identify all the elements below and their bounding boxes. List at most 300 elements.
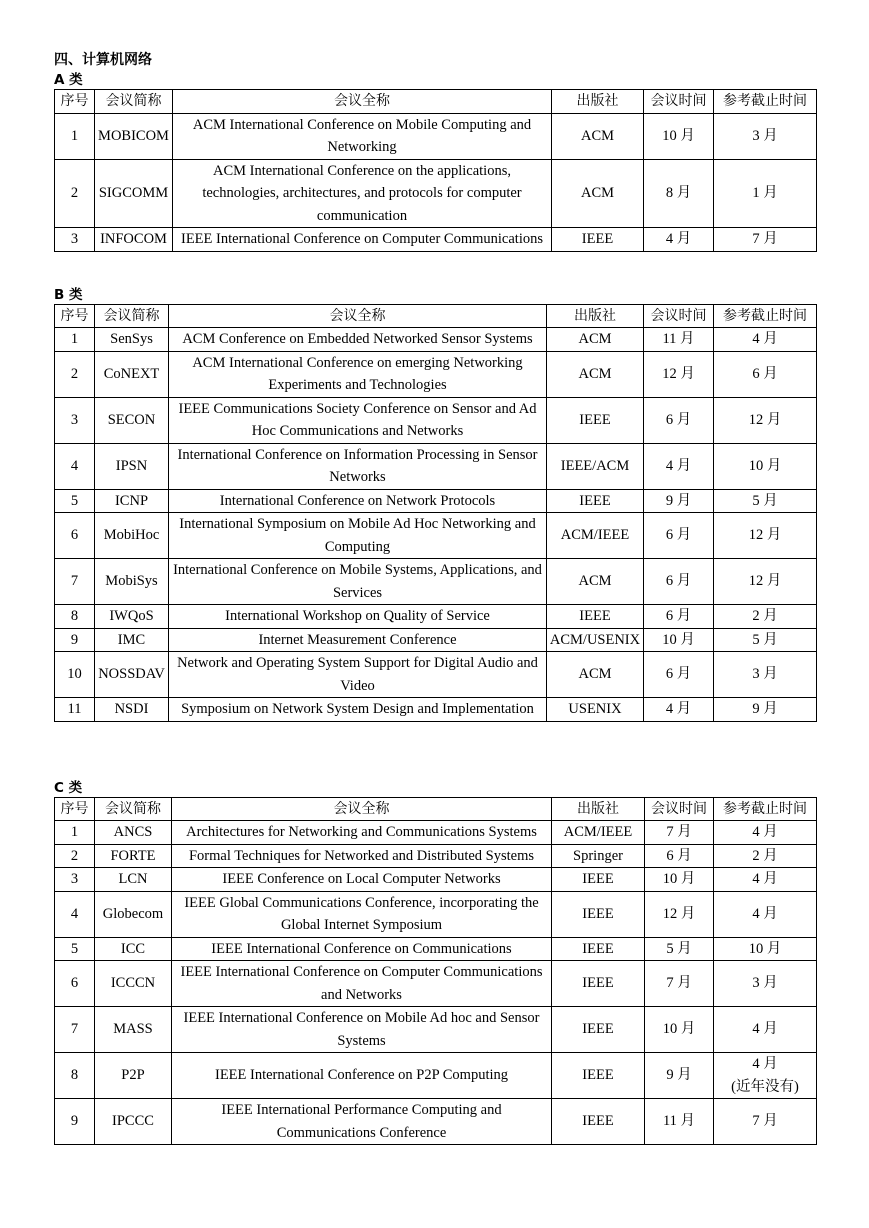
cell-deadline-text: 7 月 [752,231,778,247]
cell-time [644,228,714,252]
deadline-note: (近年没有) [731,1078,799,1095]
cell-time [644,397,714,443]
table-row [55,443,817,489]
cell-time [644,698,714,722]
cell-name [172,844,552,868]
cell-name [169,328,547,352]
cell-no [55,328,95,352]
table-row [55,397,817,443]
cell-name-text: IEEE International Conference on Communications [211,940,512,957]
cell-no [55,868,95,892]
cell-no [55,443,95,489]
cell-deadline-text: 12 月 [748,527,782,544]
table-header-row [55,90,817,114]
cell-name [172,1007,552,1053]
cell-time [645,961,714,1007]
cell-time-text: 9 月 [665,492,692,509]
table-row [55,328,817,352]
cell-no-text: 4 [70,905,79,922]
cell-time [645,1053,714,1099]
table-row [55,513,817,559]
cell-abbr-text: CoNEXT [103,365,160,382]
cell-no [55,559,95,605]
cell-time-text: 10 月 [662,1021,696,1038]
cell-time [644,652,714,698]
cell-no [55,937,95,961]
cell-time [645,1007,714,1053]
cell-deadline-text: 2 月 [752,847,778,864]
header-name: 会议全称 [173,90,552,114]
document-page [54,50,816,1145]
table-row [55,351,817,397]
cell-name [169,513,547,559]
category-c-title: C 类 [54,779,83,796]
cell-deadline [714,868,817,892]
table-row [55,113,817,159]
cell-abbr-text: NSDI [114,701,149,717]
table-row [55,891,817,937]
header-time: 会议时间 [644,90,714,114]
cell-no-text: 7 [70,573,79,590]
cell-abbr [95,821,172,845]
cell-abbr-text: IWQoS [109,608,154,624]
cell-name-text: IEEE Global Communications Conference, incorporating the Global Internet Symposium [184,894,539,933]
cell-name [173,159,552,228]
cell-abbr-text: IPSN [115,457,148,474]
table-header-row [55,304,817,328]
cell-name [169,443,547,489]
header-name: 会议全称 [172,797,552,821]
cell-deadline-text: 4 月 [752,905,778,922]
cell-abbr-text: ICNP [114,492,149,509]
cell-no-text: 9 [70,631,79,648]
cell-name-text: IEEE International Conference on Computer Communications and Networks [180,964,543,1003]
cell-time [645,868,714,892]
cell-name-text: International Workshop on Quality of Service [225,608,490,624]
cell-publisher [552,159,644,228]
table-row [55,698,817,722]
cell-no-text: 3 [70,231,79,247]
cell-publisher [552,1099,645,1145]
cell-name-text: IEEE International Conference on Mobile Ad hoc and Sensor Systems [183,1010,540,1049]
table-row [55,605,817,629]
table-row [55,652,817,698]
cell-no [55,605,95,629]
cell-time-text: 10 月 [662,127,695,144]
table-row [55,159,817,228]
cell-time-text: 10 月 [662,631,695,648]
cell-publisher-text: IEEE/ACM [560,457,630,474]
cell-publisher-text: ACM [578,573,612,590]
cell-no-text: 2 [70,847,79,864]
cell-deadline-text: 12 月 [748,573,782,590]
cell-abbr [95,513,169,559]
cell-abbr-text: NOSSDAV [98,666,165,683]
cell-abbr [95,559,169,605]
cell-abbr [95,844,172,868]
cell-abbr-text: SECON [107,411,156,428]
section-title: 四、计算机网络 [54,52,152,68]
cell-deadline [714,1053,817,1099]
cell-name [172,891,552,937]
cell-abbr-text: INFOCOM [100,231,167,247]
cell-no-text: 5 [70,492,79,509]
conference-table-b [54,304,817,722]
cell-deadline [714,228,817,252]
cell-name [173,228,552,252]
cell-no-text: 11 [67,701,82,717]
cell-abbr [95,159,173,228]
header-publisher: 出版社 [547,304,644,328]
cell-no [55,628,95,652]
cell-name [169,489,547,513]
cell-abbr-text: Globecom [102,905,164,922]
cell-deadline-text: 3 月 [752,666,778,683]
cell-publisher [552,937,645,961]
cell-deadline [714,605,817,629]
cell-name-text: Architectures for Networking and Communications Systems [186,824,537,840]
category-a-title: A 类 [54,72,83,88]
cell-publisher-text: ACM [578,331,612,347]
table-row [55,961,817,1007]
cell-publisher-text: ACM [578,365,612,382]
cell-time [645,891,714,937]
table-header-row [55,797,817,821]
cell-publisher [547,443,644,489]
cell-name [169,351,547,397]
cell-abbr-text: LCN [118,871,148,887]
conference-table-c [54,797,817,1146]
cell-abbr-text: MobiHoc [103,527,160,544]
cell-publisher [552,1053,645,1099]
header-deadline: 参考截止时间 [714,90,817,114]
cell-deadline [714,159,817,228]
cell-publisher-text: IEEE [582,1021,614,1038]
cell-name-text: International Conference on Mobile Systems, Applications, and Services [173,562,542,601]
cell-time [644,513,714,559]
cell-name-text: Internet Measurement Conference [258,631,457,648]
cell-abbr [95,328,169,352]
cell-deadline [714,652,817,698]
cell-no [55,351,95,397]
cell-time-text: 5 月 [666,940,692,957]
cell-abbr-text: IMC [117,631,146,648]
cell-deadline [714,443,817,489]
cell-time [644,605,714,629]
cell-abbr [95,1007,172,1053]
cell-name [172,868,552,892]
cell-deadline-text: 3 月 [752,975,778,992]
cell-publisher-text: ACM [578,666,612,683]
cell-deadline-text: 3 月 [752,127,778,144]
cell-abbr [95,652,169,698]
cell-publisher-text: ACM [580,127,615,144]
cell-deadline [714,698,817,722]
cell-name-text: IEEE International Performance Computing and Communications Conference [221,1102,502,1141]
cell-time-text: 11 月 [662,1113,696,1130]
cell-time-text: 6 月 [665,411,692,428]
cell-time [644,328,714,352]
cell-no [55,489,95,513]
cell-abbr-text: FORTE [110,847,156,864]
cell-time-text: 4 月 [665,457,692,474]
cell-deadline [714,328,817,352]
cell-name-text: International Symposium on Mobile Ad Hoc Networking and Computing [179,516,536,555]
cell-no [55,698,95,722]
cell-deadline [714,844,817,868]
cell-time-text: 6 月 [665,573,692,590]
cell-time [645,844,714,868]
cell-publisher [547,397,644,443]
cell-abbr-text: MASS [113,1021,153,1038]
cell-abbr [95,1099,172,1145]
cell-no-text: 3 [70,411,79,428]
cell-abbr [95,628,169,652]
cell-no-text: 6 [70,975,79,992]
cell-time-text: 12 月 [662,365,695,382]
cell-name-text: International Conference on Network Protocols [219,492,496,509]
header-name: 会议全称 [169,304,547,328]
cell-deadline-text: 2 月 [752,608,778,624]
cell-deadline [714,397,817,443]
category-b-title: B 类 [54,286,83,303]
cell-publisher [547,328,644,352]
cell-no [55,652,95,698]
cell-no-text: 1 [70,127,79,144]
cell-name [169,698,547,722]
cell-deadline [714,351,817,397]
cell-deadline [714,961,817,1007]
cell-time [644,559,714,605]
cell-no [55,961,95,1007]
cell-abbr [95,698,169,722]
cell-abbr [95,489,169,513]
cell-time-text: 6 月 [665,608,692,624]
cell-name [169,605,547,629]
cell-publisher [552,891,645,937]
cell-no [55,1007,95,1053]
cell-abbr [95,113,173,159]
table-row [55,559,817,605]
cell-publisher-text: IEEE [579,608,611,624]
cell-name-text: ACM International Conference on the applications, technologies, architectures, and protocols for computer communication [202,162,522,224]
cell-time-text: 6 月 [665,666,692,683]
table-row [55,1007,817,1053]
cell-name-text: International Conference on Information Processing in Sensor Networks [177,446,538,485]
cell-abbr-text: P2P [121,1067,145,1084]
cell-name [172,821,552,845]
cell-publisher [552,1007,645,1053]
cell-publisher-text: IEEE [581,231,614,247]
cell-time [644,628,714,652]
table-row [55,821,817,845]
cell-time [644,113,714,159]
header-no: 序号 [55,304,95,328]
cell-no-text: 3 [70,871,79,887]
cell-no-text: 2 [70,365,79,382]
cell-time-text: 11 月 [662,331,695,347]
cell-time [644,443,714,489]
header-publisher: 出版社 [552,797,645,821]
cell-publisher [547,489,644,513]
cell-no-text: 4 [70,457,79,474]
cell-name-text: ACM Conference on Embedded Networked Sensor Systems [182,331,533,347]
cell-no-text: 1 [70,331,79,347]
cell-no [55,513,95,559]
cell-name [169,397,547,443]
cell-no-text: 8 [70,1067,79,1084]
header-deadline: 参考截止时间 [714,304,817,328]
cell-no [55,397,95,443]
cell-publisher [552,868,645,892]
cell-publisher [547,698,644,722]
header-deadline: 参考截止时间 [714,797,817,821]
cell-abbr [95,961,172,1007]
cell-abbr [95,868,172,892]
cell-no [55,1099,95,1145]
cell-time-text: 4 月 [665,231,692,247]
cell-name [169,628,547,652]
cell-time-text: 6 月 [666,847,692,864]
cell-time-text: 4 月 [665,701,692,717]
cell-publisher-text: ACM/IEEE [563,824,633,840]
cell-publisher-text: ACM [580,185,615,201]
header-no: 序号 [55,90,95,114]
cell-no [55,113,95,159]
cell-time [644,489,714,513]
cell-deadline [714,891,817,937]
cell-time-text: 10 月 [662,871,696,887]
cell-abbr [95,937,172,961]
cell-publisher [547,559,644,605]
cell-no [55,1053,95,1099]
cell-name-text: Formal Techniques for Networked and Distributed Systems [188,847,535,864]
cell-deadline [714,937,817,961]
cell-deadline [714,821,817,845]
cell-publisher [552,844,645,868]
cell-name [172,1053,552,1099]
cell-time [644,351,714,397]
cell-time-text: 12 月 [662,905,696,922]
cell-abbr-text: ICCCN [110,975,156,992]
cell-deadline-text: 4 月 [752,331,778,347]
cell-deadline-text: 9 月 [752,701,778,717]
cell-name [169,652,547,698]
cell-abbr [95,1053,172,1099]
cell-deadline-text: 10 月 [748,457,782,474]
cell-abbr [95,351,169,397]
header-abbr: 会议简称 [95,797,172,821]
header-publisher: 出版社 [552,90,644,114]
cell-time-text: 7 月 [666,824,692,840]
cell-name-text: IEEE International Conference on P2P Computing [214,1067,509,1084]
cell-no [55,844,95,868]
cell-abbr-text: IPCCC [112,1113,154,1130]
table-row [55,1099,817,1145]
cell-publisher-text: IEEE [582,871,614,887]
cell-time-text: 6 月 [665,527,692,544]
cell-abbr [95,605,169,629]
cell-name-text: ACM International Conference on Mobile Computing and Networking [192,116,532,155]
cell-abbr-text: ICC [120,940,146,957]
cell-name-text: IEEE Conference on Local Computer Networks [222,871,501,887]
cell-publisher-text: IEEE [579,411,611,428]
cell-deadline-text: 1 月 [752,185,778,201]
cell-deadline-text: 4 月 [752,1056,778,1072]
cell-publisher [552,228,644,252]
cell-abbr [95,397,169,443]
cell-deadline-text: 4 月 [752,871,778,887]
cell-time-text: 8 月 [665,185,692,201]
cell-publisher [547,628,644,652]
cell-deadline-text: 4 月 [752,1021,778,1038]
cell-deadline [714,489,817,513]
cell-publisher-text: ACM/IEEE [560,527,630,544]
cell-abbr-text: SenSys [110,331,153,347]
cell-deadline [714,1007,817,1053]
cell-name-text: IEEE International Conference on Computer Communications [181,231,543,247]
header-abbr: 会议简称 [95,90,173,114]
cell-publisher-text: Springer [573,847,623,864]
cell-abbr-text: MobiSys [105,573,158,590]
cell-name-text: Symposium on Network System Design and Implementation [181,701,534,717]
cell-time [644,159,714,228]
cell-deadline [714,513,817,559]
cell-deadline-text: 5 月 [752,492,778,509]
cell-name-text: IEEE Communications Society Conference on Sensor and Ad Hoc Communications and Networks [178,400,537,439]
cell-name [172,961,552,1007]
conference-table-a [54,89,817,252]
cell-publisher [552,961,645,1007]
cell-no-text: 8 [70,608,79,624]
cell-publisher [547,652,644,698]
header-no: 序号 [55,797,95,821]
cell-time [645,937,714,961]
cell-deadline-text: 10 月 [748,940,782,957]
cell-abbr-text: ANCS [113,824,153,840]
cell-publisher-text: IEEE [579,492,611,509]
cell-abbr-text: MOBICOM [98,127,169,144]
cell-name-text: ACM International Conference on emerging Networking Experiments and Technologies [192,354,523,393]
cell-publisher-text: IEEE [582,940,614,957]
header-time: 会议时间 [644,304,714,328]
cell-deadline [714,113,817,159]
table-row [55,628,817,652]
cell-name [172,937,552,961]
cell-abbr [95,228,173,252]
cell-abbr [95,891,172,937]
cell-time [645,1099,714,1145]
cell-name-text: Network and Operating System Support for Digital Audio and Video [177,655,538,694]
header-time: 会议时间 [645,797,714,821]
table-row [55,937,817,961]
table-row [55,844,817,868]
cell-deadline-text: 4 月 [752,824,778,840]
cell-no-text: 10 [67,666,82,683]
cell-no [55,159,95,228]
cell-no [55,821,95,845]
cell-no-text: 1 [70,824,79,840]
cell-abbr-text: SIGCOMM [98,185,169,201]
cell-no-text: 6 [70,527,79,544]
cell-publisher-text: USENIX [568,701,622,717]
cell-time [645,821,714,845]
cell-deadline [714,628,817,652]
cell-name [169,559,547,605]
cell-publisher-text: ACM/USENIX [549,631,641,648]
cell-deadline-text: 6 月 [752,365,778,382]
cell-publisher [552,821,645,845]
